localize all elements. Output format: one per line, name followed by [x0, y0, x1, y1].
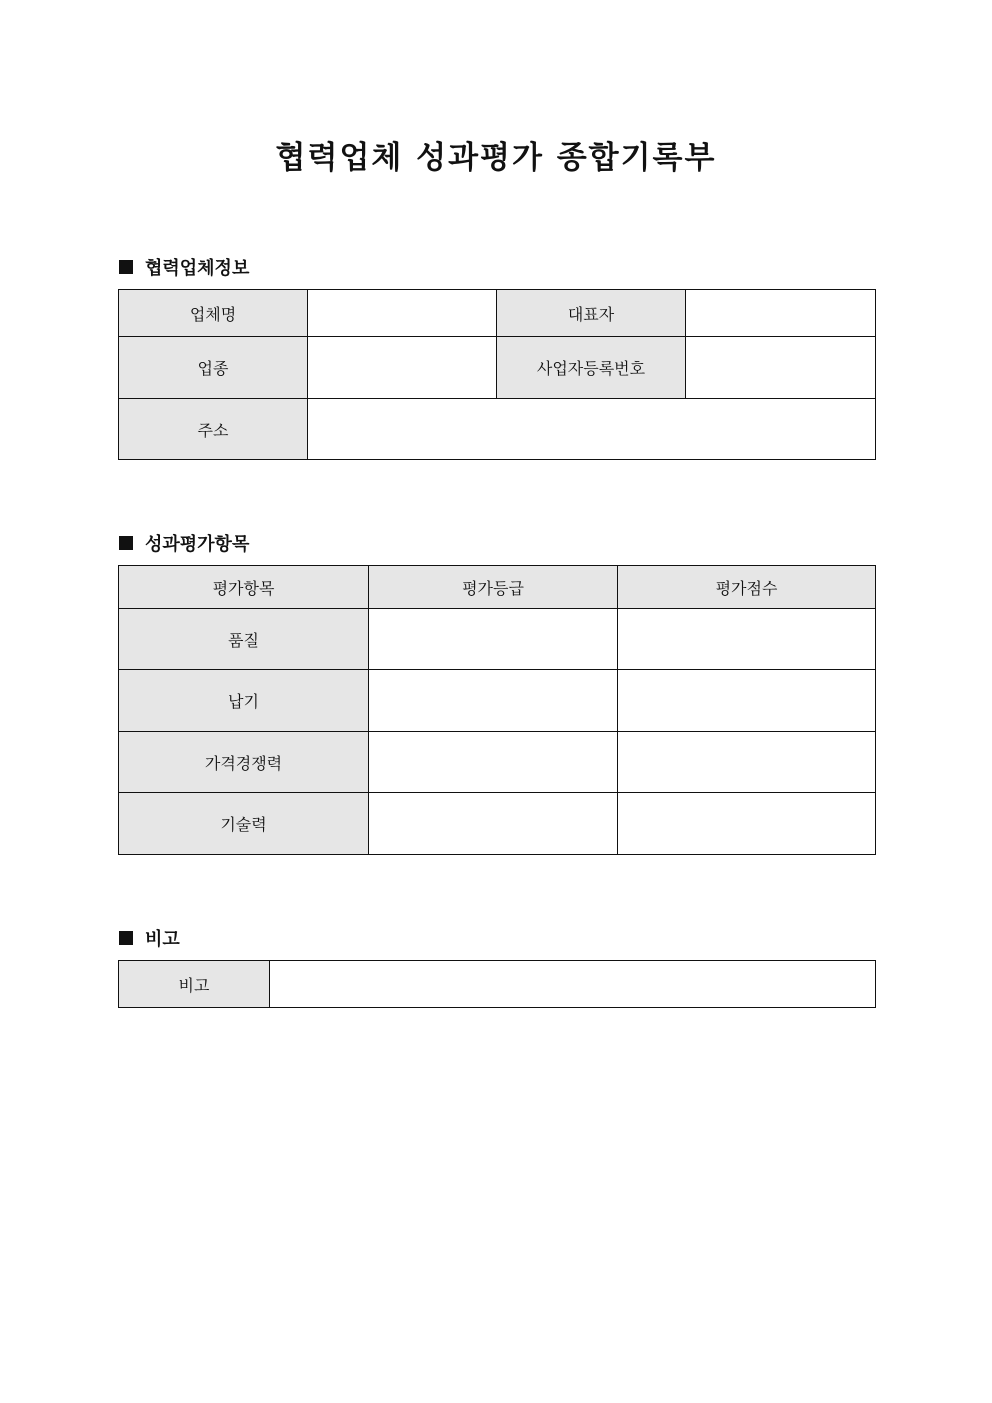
business-type-field[interactable]	[308, 337, 497, 399]
company-name-field[interactable]	[308, 290, 497, 337]
grade-field[interactable]	[369, 793, 618, 855]
evaluation-item-technology: 기술력	[119, 793, 369, 855]
score-field[interactable]	[618, 732, 876, 793]
section-heading-partner-info	[119, 254, 249, 280]
address-field[interactable]	[308, 399, 876, 460]
remarks-table	[118, 960, 876, 1008]
score-field[interactable]	[618, 609, 876, 670]
column-header-item: 평가항목	[119, 566, 369, 609]
column-header-score: 평가점수	[618, 566, 876, 609]
square-bullet-icon	[119, 260, 133, 274]
representative-label: 대표자	[497, 290, 686, 337]
business-reg-no-field[interactable]	[686, 337, 876, 399]
table-row	[119, 732, 876, 793]
table-row	[119, 670, 876, 732]
table-row	[119, 609, 876, 670]
score-field[interactable]	[618, 670, 876, 732]
grade-field[interactable]	[369, 670, 618, 732]
section-heading-label: 비고	[145, 929, 180, 950]
section-heading-remarks	[119, 925, 180, 951]
evaluation-item-price-competitiveness: 가격경쟁력	[119, 732, 369, 793]
square-bullet-icon	[119, 931, 133, 945]
remarks-label: 비고	[119, 961, 270, 1008]
section-heading-label: 성과평가항목	[145, 534, 250, 555]
grade-field[interactable]	[369, 732, 618, 793]
address-label: 주소	[119, 399, 308, 460]
company-name-label: 업체명	[119, 290, 308, 337]
square-bullet-icon	[119, 536, 133, 550]
page-title: 협력업체 성과평가 종합기록부	[275, 140, 717, 176]
evaluation-item-delivery: 납기	[119, 670, 369, 732]
remarks-field[interactable]	[270, 961, 876, 1008]
partner-info-table	[118, 289, 876, 460]
score-field[interactable]	[618, 793, 876, 855]
table-row	[119, 793, 876, 855]
section-heading-label: 협력업체정보	[145, 258, 250, 279]
representative-field[interactable]	[686, 290, 876, 337]
business-reg-no-label: 사업자등록번호	[497, 337, 686, 399]
evaluation-item-quality: 품질	[119, 609, 369, 670]
section-heading-evaluation	[119, 530, 249, 556]
evaluation-table	[118, 565, 876, 855]
grade-field[interactable]	[369, 609, 618, 670]
column-header-grade: 평가등급	[369, 566, 618, 609]
business-type-label: 업종	[119, 337, 308, 399]
